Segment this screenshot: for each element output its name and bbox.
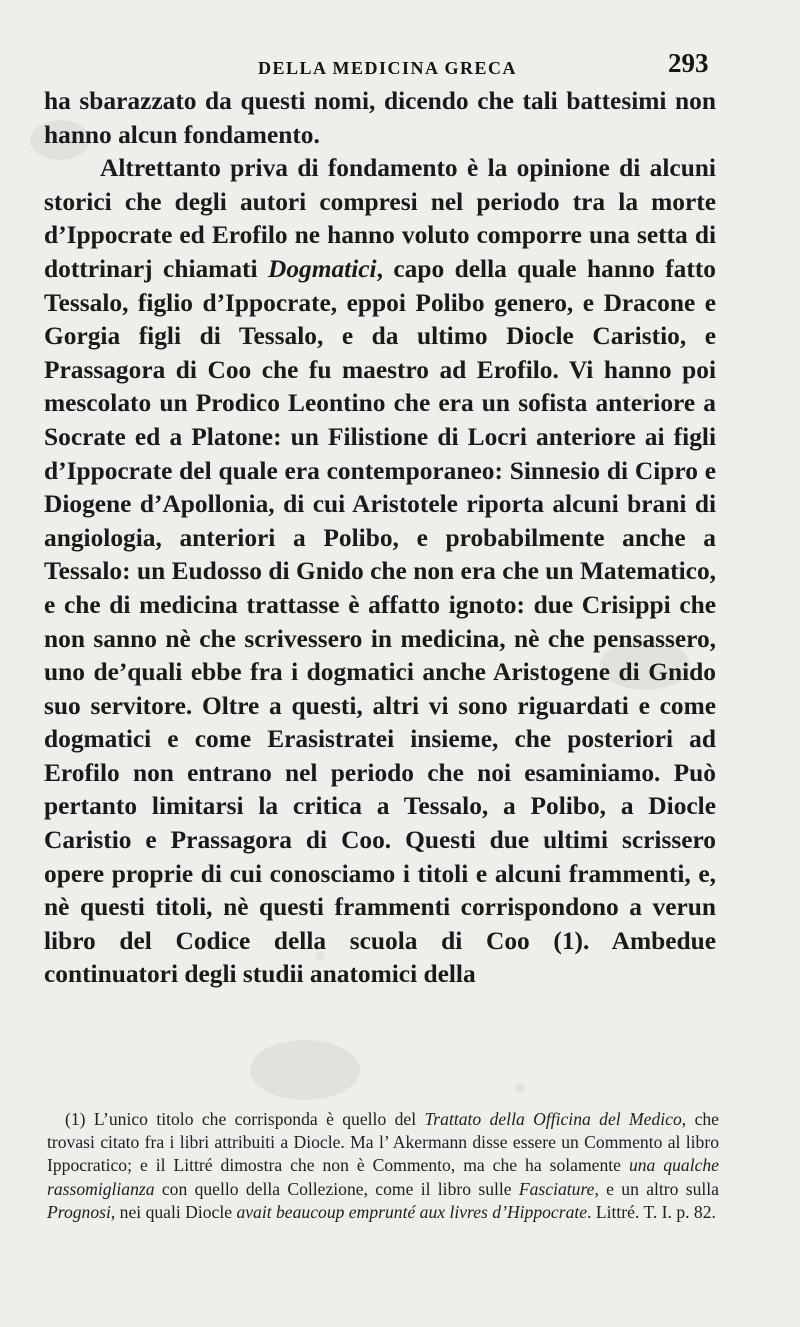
page-number: 293	[668, 48, 709, 78]
italic-text: Prognosi	[47, 1201, 111, 1222]
text-run: , che trovasi citato fra i libri attribuiti a Diocle. Ma l’ Akermann disse essere un Commento al libro Ippocratico; e il Littré dimostra che non è Commento, ma che ha solamente	[47, 1109, 719, 1176]
paragraph: ha sbarazzato da questi nomi, dicendo che tali battesimi non hanno alcun fondamento.	[44, 87, 716, 149]
italic-term: Dogmatici	[268, 254, 377, 283]
text-run: , capo della quale hanno fatto Tessalo, figlio d’Ippocrate, eppoi Polibo genero, e Dracone e Gorgia figli di Tessalo, e da ultimo Diocle Caristio, e Prassagora di Coo che fu maestro ad Erofilo. Vi hanno poi mescolato un Prodico Leontino che era un sofista anteriore a Socrate ed a Platone: un Filistione di Locri anteriore ai figli d’Ippocrate del quale era contemporaneo: Sinnesio di Cipro e Diogene d’Apollonia, di cui Aristotele riporta alcuni brani di angiologia, anteriori a Polibo, e probabilmente anche a Tessalo: un Eudosso di Gnido che non era che un Matematico, e che di medicina trattasse è affatto ignoto: due Crisippi che non sanno nè che scrivessero in medicina, nè che pensassero, uno de’quali ebbe fra i dogmatici anche Aristogene di Gnido suo servitore. Oltre a questi, altri vi sono riguardati e come dogmatici e come Erasistratei insieme, che posteriori ad Erofilo non entrano nel periodo che noi esaminiamo. Può pertanto limitarsi la critica a Tessalo, a Polibo, a Diocle Caristio e Prassagora di Coo. Questi due ultimi scrissero opere proprie di cui conosciamo i titoli e alcuni frammenti, e, nè questi titoli, nè questi frammenti corrispondono a verun libro del Codice della scuola di Coo (1). Ambedue continuatori degli studii anatomici della	[44, 254, 716, 989]
body-text	[44, 85, 716, 992]
paragraph	[44, 152, 716, 992]
text-run: , e un altro sulla	[594, 1178, 719, 1199]
text-run: , nei quali Diocle	[110, 1201, 237, 1222]
text-run: Altrettanto priva di fondamento è la opinione di alcuni storici che degli autori compresi nel periodo tra la morte d’Ippocrate ed Erofilo ne hanno voluto comporre una setta di dottrinarj chiamati	[44, 154, 716, 283]
text-run: con quello della Collezione, come il libro sulle	[154, 1178, 519, 1199]
text-run: . Littré. T. I. p. 82.	[587, 1201, 716, 1222]
running-head	[0, 48, 800, 84]
text-run: (1) L’unico titolo che corrisponda è quello del	[65, 1109, 425, 1129]
italic-text: Trattato della Officina del Medico	[424, 1109, 682, 1129]
running-title: DELLA MEDICINA GRECA	[258, 58, 518, 78]
italic-text: Fasciature	[518, 1178, 595, 1199]
footnote	[47, 1108, 719, 1224]
footnote-text	[47, 1108, 719, 1224]
paper-stain	[250, 1040, 360, 1100]
italic-text: avait beaucoup emprunté aux livres d’Hippocrate	[236, 1201, 588, 1222]
italic-text: una qualche rassomiglianza	[47, 1155, 719, 1199]
